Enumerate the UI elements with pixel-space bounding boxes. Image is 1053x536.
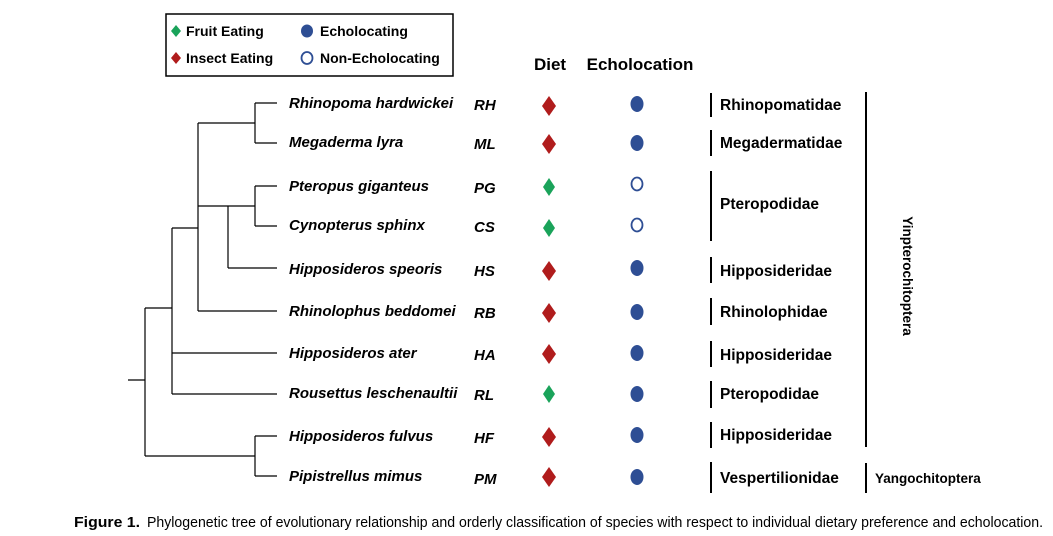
echolocating-legend-label: Echolocating (320, 23, 408, 39)
insect-eating-marker (542, 261, 556, 281)
species-row (289, 260, 644, 281)
species-code: PM (474, 471, 497, 488)
species-code: RH (474, 97, 496, 114)
species-name: Pteropus giganteus (289, 178, 430, 195)
insect-eating-marker (542, 344, 556, 364)
family-label: Pteropodidae (720, 196, 820, 213)
species-code: ML (474, 136, 496, 153)
family-label: Rhinopomatidae (720, 97, 842, 114)
non-echolocating-marker (632, 178, 643, 191)
non-echolocating-legend-icon (302, 52, 313, 64)
echolocating-marker (631, 260, 644, 276)
figure-caption (74, 515, 1043, 531)
species-code: CS (474, 219, 495, 236)
family-label: Hipposideridae (720, 263, 832, 280)
insect-eating-marker (542, 467, 556, 487)
fruit-eating-marker (543, 385, 555, 403)
echolocating-marker (631, 427, 644, 443)
species-row (289, 95, 644, 116)
yangochiroptera-label: Yangochitoptera (875, 471, 981, 486)
species-row (289, 134, 644, 154)
species-code: PG (474, 180, 496, 197)
family-label: Hipposideridae (720, 347, 832, 364)
non-echolocating-marker (632, 219, 643, 232)
echolocating-marker (631, 96, 644, 112)
species-name: Rhinolophus beddomei (289, 303, 456, 320)
echolocation-header: Echolocation (586, 55, 694, 74)
species-code: RL (474, 387, 494, 404)
species-row (289, 178, 643, 198)
tree-branches (128, 103, 277, 476)
insect-eating-marker (542, 134, 556, 154)
species-row (289, 467, 644, 488)
yinpterochiroptera-label: Yinpterochitoptera (900, 216, 915, 336)
echolocating-marker (631, 304, 644, 320)
fruit-legend-label: Fruit Eating (186, 23, 264, 39)
echolocating-legend-icon (301, 25, 313, 38)
non-echolocating-legend-label: Non-Echolocating (320, 50, 440, 66)
insect-legend-label: Insect Eating (186, 50, 274, 66)
species-row (289, 303, 644, 323)
echolocating-marker (631, 469, 644, 485)
caption-text: Phylogenetic tree of evolutionary relationship and orderly classification of species with respect to individual dietary preference and echolocation. (147, 515, 1043, 531)
family-label: Hipposideridae (720, 427, 832, 444)
echolocating-marker (631, 135, 644, 151)
fruit-eating-marker (543, 219, 555, 237)
species-code: RB (474, 305, 496, 322)
species-row (289, 427, 644, 447)
species-name: Megaderma lyra (289, 134, 404, 151)
caption-label: Figure 1. (74, 515, 140, 531)
insect-eating-marker (542, 427, 556, 447)
family-label: Pteropodidae (720, 386, 820, 403)
species-name: Rousettus leschenaultii (289, 385, 458, 402)
family-labels (720, 97, 843, 487)
species-row (289, 385, 644, 404)
species-code: HF (474, 430, 494, 447)
legend (166, 14, 453, 76)
insect-eating-marker (542, 96, 556, 116)
species-row (289, 344, 644, 364)
species-name: Hipposideros fulvus (289, 428, 434, 445)
species-name: Pipistrellus mimus (289, 468, 423, 485)
insect-eating-marker (542, 303, 556, 323)
echolocating-marker (631, 386, 644, 402)
species-name: Hipposideros ater (289, 345, 417, 362)
species-code: HS (474, 263, 495, 280)
species-name: Rhinopoma hardwickei (289, 95, 454, 112)
diet-header: Diet (533, 55, 567, 74)
family-label: Rhinolophidae (720, 304, 828, 321)
species-code: HA (474, 347, 496, 364)
species-name: Cynopterus sphinx (289, 217, 425, 234)
species-row (289, 217, 643, 237)
family-label: Vespertilionidae (720, 470, 839, 487)
species-name: Hipposideros speoris (289, 261, 443, 278)
echolocating-marker (631, 345, 644, 361)
family-label: Megadermatidae (720, 135, 843, 152)
fruit-eating-marker (543, 178, 555, 196)
